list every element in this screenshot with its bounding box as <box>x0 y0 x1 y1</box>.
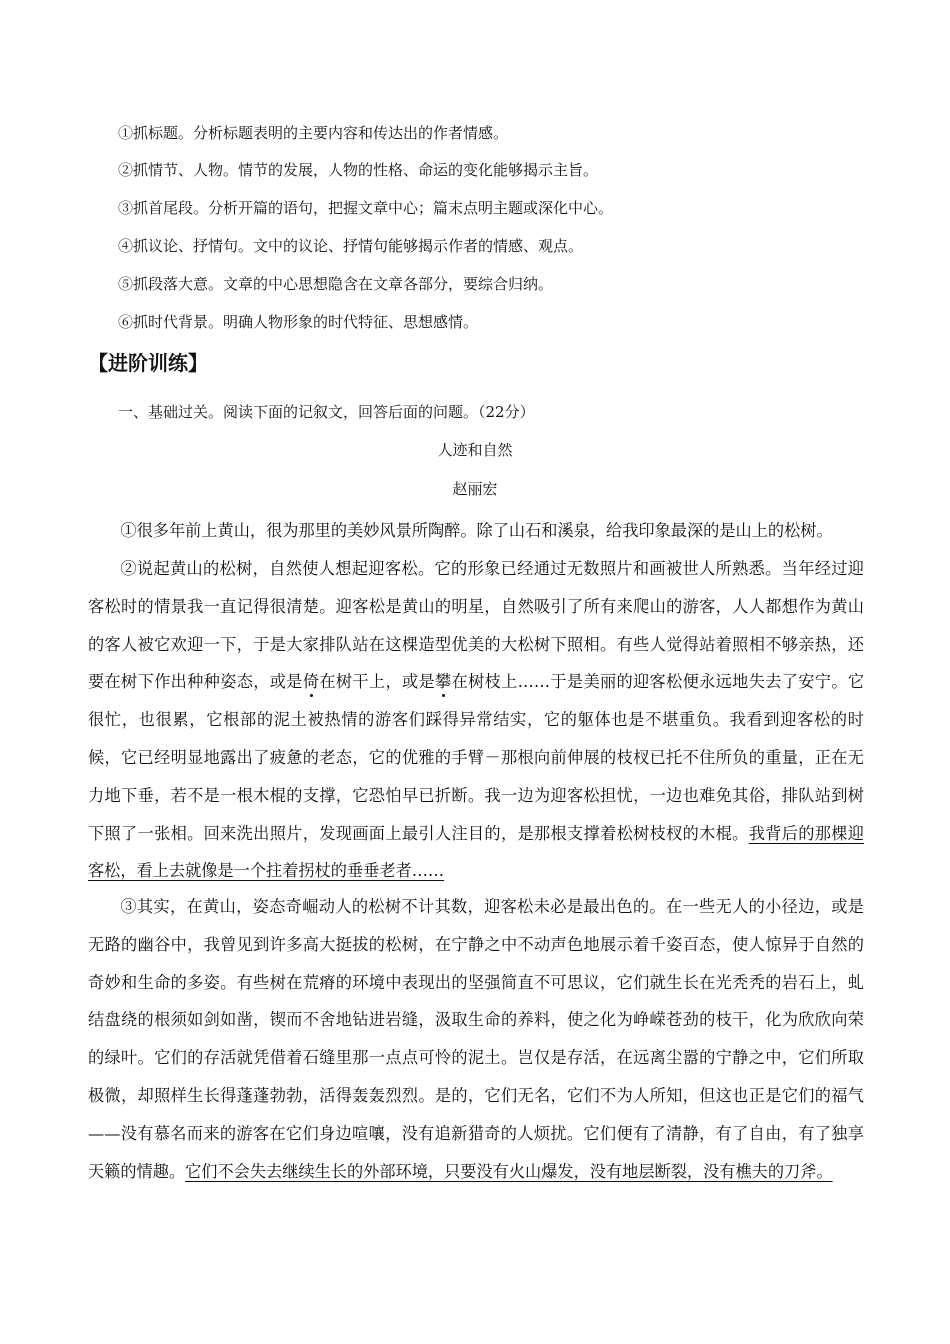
essay-paragraph-1: ①很多年前上黄山，很为那里的美妙风景所陶醉。除了山石和溪泉，给我印象最深的是山上的松树。 <box>120 521 833 540</box>
essay-title: 人迹和自然 <box>437 441 513 459</box>
paragraph-3-text-a: ③其实，在黄山，姿态奇崛动人的松树不计其数，迎客松未必是最出色的。在一些无人的小径边，或是无路的幽谷中，我曾见到许多高大挺拔的松树，在宁静之中不动声色地展示着千姿百态，使人惊异于自然的奇妙和生命的多姿。有些树在荒瘠的环境中表现出的坚强简直不可思议，它们就生长在光秃秃的岩石上，虬结盘绕的根须如剑如凿，锲而不舍地钻进岩缝，汲取生命的养料，使之化为峥嵘苍劲的枝干，化为欣欣向荣的绿叶。它们的存活就凭借着石缝里那一点点可怜的泥土。岂仅是存活，在远离尘嚣的宁静之中，它们所取极微，却照样生长得蓬蓬勃勃，活得轰轰烈烈。是的，它们无名，它们不为人所知，但这也正是它们的福气——没有慕名而来的游客在它们身边喧嚷，没有追新猎奇的人烦扰。它们便有了清静，有了自由，有了独享天籁的情趣。 <box>88 897 864 1181</box>
question-intro: 一、基础过关。阅读下面的记叙文，回答后面的问题。（22分） <box>118 403 535 421</box>
emphasis-dot-char-1: 倚 <box>302 672 320 692</box>
essay-paragraph-3 <box>88 888 864 1190</box>
tip-item-2: ②抓情节、人物。情节的发展，人物的性格、命运的变化能够揭示主旨。 <box>118 161 599 179</box>
underlined-sentence-1: 我背后的那棵迎客松，看上去就像是一个拄着拐杖的垂垂老者…… <box>88 823 864 881</box>
paragraph-2-text-c: 在树枝上……于是美丽的迎客松便永远地失去了安宁。它很忙，也很累，它根部的泥土被热情的游客们踩得异常结实，它的躯体也是不堪重负。我看到迎客松的时候，它已经明显地露出了疲惫的老态，它的优雅的手臂－那根向前伸展的枝杈已托不住所负的重量，正在无力地下垂，若不是一根木棍的支撑，它恐怕早已折断。我一边为迎客松担忧，一边也难免其俗，排队站到树下照了一张相。回来洗出照片，发现画面上最引人注目的，是那根支撑着松树枝杈的木棍。 <box>88 672 865 843</box>
essay-author: 赵丽宏 <box>452 480 498 498</box>
section-heading: 【进阶训练】 <box>88 351 208 375</box>
tip-item-4: ④抓议论、抒情句。文中的议论、抒情句能够揭示作者的情感、观点。 <box>118 237 584 255</box>
tip-item-1: ①抓标题。分析标题表明的主要内容和传达出的作者情感。 <box>118 124 509 142</box>
tip-item-6: ⑥抓时代背景。明确人物形象的时代特征、思想感情。 <box>118 313 479 331</box>
paragraph-2-text-b: 在树干上，或是 <box>319 672 436 692</box>
tip-item-3: ③抓首尾段。分析开篇的语句，把握文章中心；篇末点明主题或深化中心。 <box>118 199 614 217</box>
emphasis-dot-char-2: 攀 <box>435 672 452 692</box>
underlined-sentence-2: 它们不会失去继续生长的外部环境，只要没有火山爆发，没有地层断裂，没有樵夫的刀斧。 <box>185 1161 833 1181</box>
essay-paragraph-2 <box>88 550 864 890</box>
paragraph-2-text-a: ②说起黄山的松树，自然使人想起迎客松。它的形象已经通过无数照片和画被世人所熟悉。当年经过迎客松时的情景我一直记得很清楚。迎客松是黄山的明星，自然吸引了所有来爬山的游客，人人都想作为黄山的客人被它欢迎一下，于是大家排队站在这棵造型优美的大松树下照相。有些人觉得站着照相不够亲热，还要在树下作出种种姿态，或是 <box>88 559 864 692</box>
tip-item-5: ⑤抓段落大意。文章的中心思想隐含在文章各部分，要综合归纳。 <box>118 275 554 293</box>
